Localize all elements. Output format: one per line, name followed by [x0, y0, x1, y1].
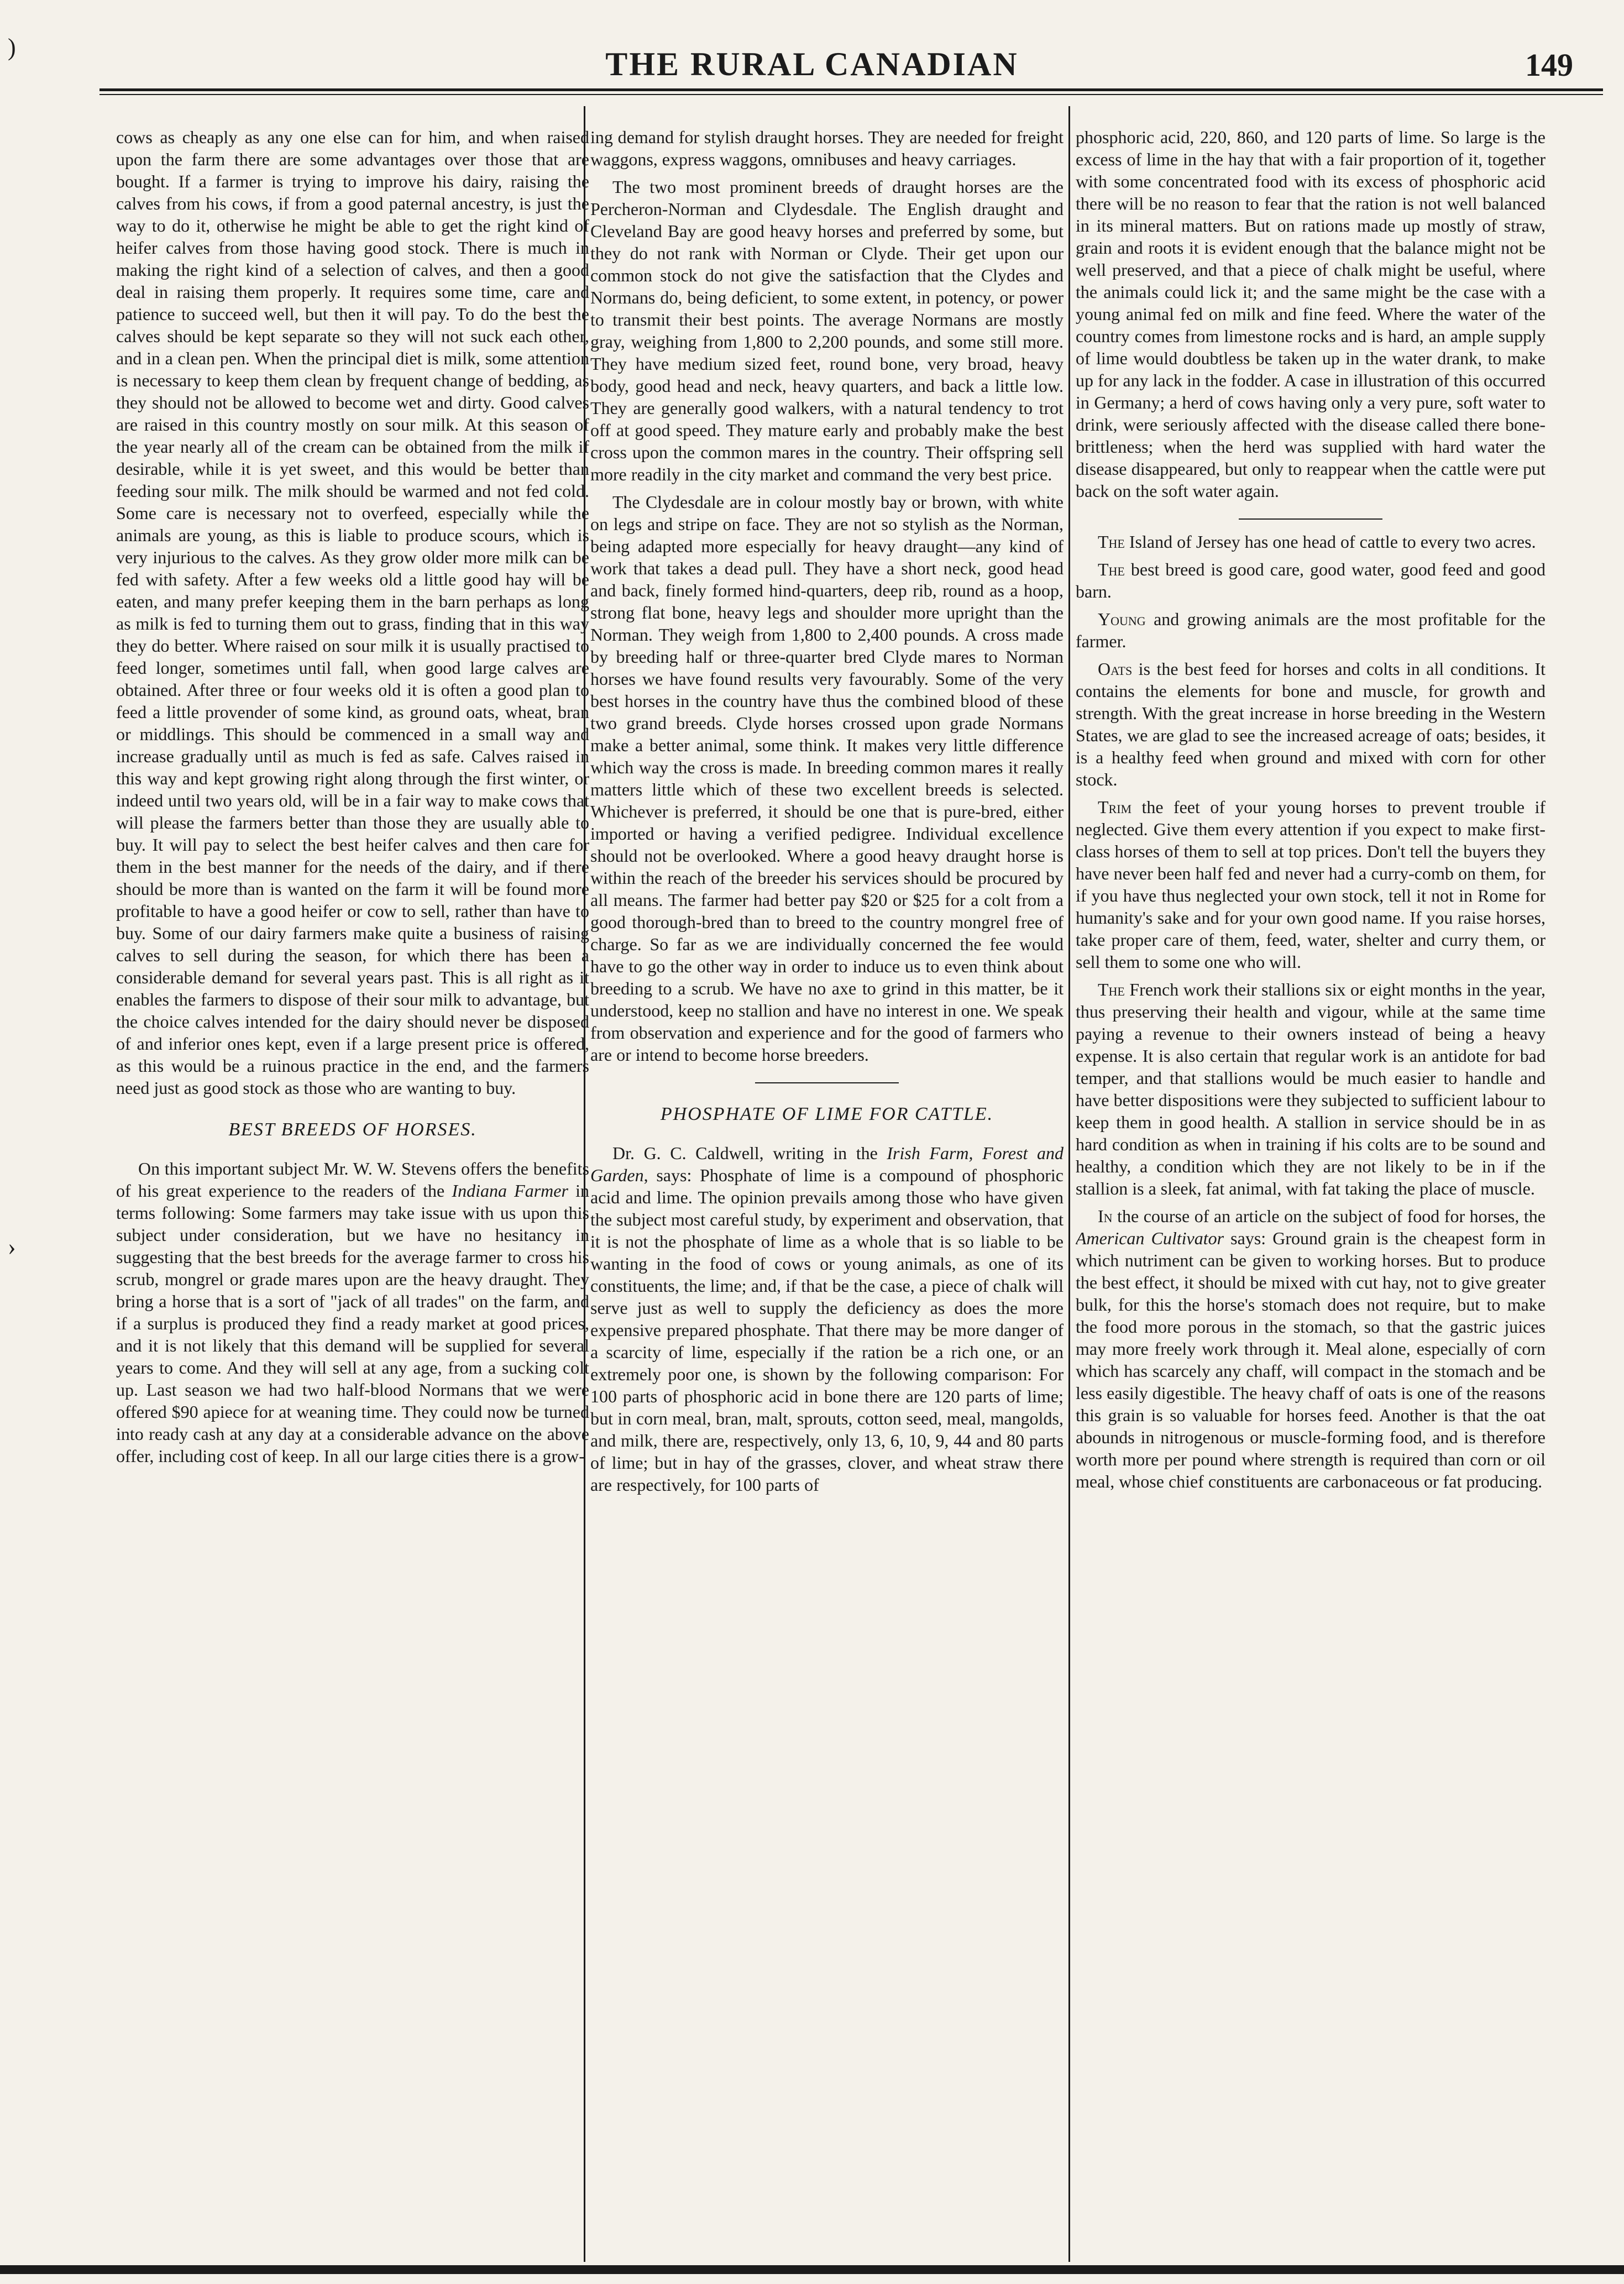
- note-paragraph: [1076, 608, 1546, 652]
- column-2: [590, 126, 1064, 2249]
- text-run: is the best feed for horses and colts in all conditions. It contains the elements for bone and muscle, for growth and strength. With the great increase in horse breeding in the Western States, we are glad to see the increased acreage of oats; besides, it is a healthy feed when ground and mixed with corn for other stock.: [1076, 659, 1546, 789]
- text-run: On this important subject Mr. W. W. Stevens offers the benefits of his great experience to the readers of the: [116, 1159, 589, 1201]
- footer-rule: [0, 2265, 1624, 2274]
- text-run: says: Ground grain is the cheapest form in which nutriment can be given to working horses. But to produce the best effect, it should be mixed with cut hay, not to give greater bulk, for this the horse's stomach does not require, but to make the food more porous in the stomach, so that the gastric juices may more freely work through it. Meal alone, especially of corn which has scarcely any chaff, will compact in the stomach and be less easily digestible. The heavy chaff of oats is one of the reasons this grain is so valuable for horses feed. Another is that the oat abounds in nitrogenous or muscle-forming food, and is therefore worth more per pound where strength is required than corn or oil meal, whose chief constituents are carbonaceous or fat producing.: [1076, 1228, 1546, 1491]
- text-run: the course of an article on the subject of food for horses, the: [1117, 1206, 1546, 1226]
- lead-word: In: [1098, 1206, 1113, 1226]
- header-rule: [99, 88, 1603, 91]
- lead-word: The: [1098, 559, 1125, 579]
- publication-name: Indiana Farmer: [452, 1181, 568, 1201]
- text-run: Island of Jersey has one head of cattle to every two acres.: [1129, 532, 1536, 552]
- column-3: [1076, 126, 1546, 2249]
- text-run: and growing animals are the most profitable for the farmer.: [1076, 609, 1546, 651]
- section-title: BEST BREEDS OF HORSES.: [228, 1119, 477, 1140]
- masthead: THE RURAL CANADIAN: [605, 46, 1019, 82]
- header-rule-thin: [99, 94, 1603, 95]
- text-run: , says: Phosphate of lime is a compound of phosphoric acid and lime. The opinion prevails among those who have given the subject most careful study, by experiment and observation, that it is not the phosphate of lime as a whole that is so liable to be wanting in the food of cows or young animals, as one of its constituents, the lime; and, if that be the case, a piece of chalk will serve just as well to supply the deficiency as does the more expensive prepared phosphate. That there may be more danger of a scarcity of lime, especially if the ration be a rich one, or an extremely poor one, is shown by the following comparison: For 100 parts of phosphoric acid in bone there are 120 parts of lime; but in corn meal, bran, malt, sprouts, cotton seed, meal, mangolds, and milk, there are, respectively, only 13, 6, 10, 9, 44 and 80 parts of lime; but in hay of the grasses, clover, and wheat straw there are respectively, for 100 parts of: [590, 1165, 1064, 1495]
- section-divider: [1239, 518, 1382, 520]
- note-paragraph: [1076, 796, 1546, 973]
- section-title: PHOSPHATE OF LIME FOR CATTLE.: [660, 1104, 994, 1124]
- publication-name: American Cultivator: [1076, 1228, 1224, 1248]
- text-run: Dr. G. C. Caldwell, writing in the: [612, 1143, 878, 1163]
- margin-mark: ): [8, 34, 16, 61]
- lead-word: Oats: [1098, 659, 1133, 679]
- article-paragraph: The two most prominent breeds of draught horses are the Percheron-Norman and Clydesdale. The English draught and Cleveland Bay are good heavy horses and preferred by some, but they do not rank with Norman or Clyde. Their get upon our common stock do not give the satisfaction that the Clydes and Normans do, being deficient, to some extent, in potency, or power to transmit their best points. The average Normans are mostly gray, weighing from 1,800 to 2,200 pounds, and some still more. They have medium sized feet, round bone, very broad, heavy body, good head and neck, heavy quarters, and back a little low. They are generally good walkers, with a natural tendency to trot off at good speed. They mature early and probably make the best cross upon the common mares in the country. Their offspring sell more readily in the city market and command the very best price.: [590, 177, 1064, 484]
- text-run: best breed is good care, good water, good feed and good barn.: [1076, 559, 1546, 601]
- text-run: in terms following: Some farmers may take issue with us upon this subject under consideration, but we have no hesitancy in suggesting that the best breeds for the average farmer to cross his scrub, mongrel or grade mares upon are the heavy draught. They bring a horse that is a sort of "jack of all trades" on the farm, and if a surplus is produced they find a ready market at good prices, and it is not likely that this demand will be supplied for several years to come. And they will sell at any age, from a sucking colt up. Last season we had two half-blood Normans that we were offered $90 apiece for at weaning time. They could now be turned into ready cash at any day at a considerable advance on the above offer, including cost of keep. In all our large cities there is a grow-: [116, 1181, 589, 1466]
- publication-name: Irish Farm, Forest and Garden: [590, 1143, 1064, 1185]
- lead-word: The: [1098, 979, 1125, 999]
- margin-mark: ›: [8, 1233, 16, 1260]
- article-paragraph: [116, 1157, 589, 1467]
- note-paragraph: [1076, 558, 1546, 603]
- lead-word: The: [1098, 532, 1125, 552]
- article-paragraph: phosphoric acid, 220, 860, and 120 parts of lime. So large is the excess of lime in the hay that with a fair proportion of it, together with some concentrated food with its excess of phosphoric acid there will be no reason to fear that the ration is not well balanced in its mineral matters. But on rations made up mostly of straw, grain and roots it is evident enough that the balance might not be well preserved, and that a piece of chalk might be useful, where the animals could lick it; and the same might be the case with a young animal fed on milk and fine feed. Where the water of the country comes from limestone rocks and is hard, an ample supply of lime would doubtless be taken up in the water drank, to make up for any lack in the fodder. A case in illustration of this occurred in Germany; a herd of cows having only a very pure, soft water to drink, were seriously affected with the disease called there bone-brittleness; when the herd was supplied with hard water the disease disappeared, but only to reappear when the cattle were put back on the soft water again.: [1076, 127, 1546, 501]
- note-paragraph: [1076, 658, 1546, 790]
- column-1: [116, 126, 589, 2249]
- page-number: 149: [1525, 47, 1573, 83]
- note-paragraph: [1076, 531, 1546, 553]
- article-paragraph: [590, 1142, 1064, 1496]
- text-run: French work their stallions six or eight months in the year, thus preserving their health and vigour, while at the same time paying a revenue to their owners instead of being a heavy expense. It is also certain that regular work is an antidote for bad temper, and that stallions would be much easier to handle and have better dispositions were they subjected to sufficient labour to keep them in good health. A stallion in service should be in as hard condition as when in training if his colts are to be sound and healthy, a condition which they are not likely to be in if the stallion is a sleek, fat animal, with fat taking the place of muscle.: [1076, 979, 1546, 1198]
- section-divider: [755, 1082, 899, 1083]
- lead-word: Trim: [1098, 797, 1132, 817]
- column-divider: [1068, 106, 1070, 2262]
- article-paragraph: ing demand for stylish draught horses. They are needed for freight waggons, express waggons, omnibuses and heavy carriages.: [590, 127, 1064, 169]
- note-paragraph: [1076, 978, 1546, 1199]
- text-run: the feet of your young horses to prevent trouble if neglected. Give them every attention if you expect to make first-class horses of them to sell at top prices. Don't tell the buyers they have never been half fed and never had a curry-comb on them, for if you have thus neglected your own stock, tell it not in Rome for humanity's sake and for your own good name. If you raise horses, take proper care of them, feed, water, shelter and curry them, or sell them to some one who will.: [1076, 797, 1546, 972]
- article-paragraph: cows as cheaply as any one else can for him, and when raised upon the farm there are some advantages over those that are bought. If a farmer is trying to improve his dairy, raising the calves from his cows, if from a good paternal ancestry, is just the way to do it, otherwise he might be able to get the right kind of heifer calves from those having good stock. There is much in making the right kind of a selection of calves, and then a good deal in raising them properly. It requires some time, care and patience to succeed well, but then it will pay. To do the best the calves should be kept separate so they will not suck each other, and in a clean pen. When the principal diet is milk, some attention is necessary to keep them clean by frequent change of bedding, as they should not be allowed to become wet and dirty. Good calves are raised in this country mostly on sour milk. At this season of the year nearly all of the cream can be obtained from the milk if desirable, while it is yet sweet, and this would be better than feeding sour milk. The milk should be warmed and not fed cold. Some care is necessary not to overfeed, especially while the animals are young, as this is liable to produce scours, which is very injurious to the calves. As they grow older more milk can be fed with safety. After a few weeks old a little good hay will be eaten, and many prefer keeping them in the barn perhaps as long as milk is fed to turning them out to grass, finding that in this way they do better. Where raised on sour milk it is usually practised to feed longer, sometimes until fall, when good large calves are obtained. After three or four weeks old it is often a good plan to feed a little provender of some kind, as ground oats, wheat, bran or middlings. This should be commenced in a small way and increase gradually until as much is fed as safe. Calves raised in this way and kept growing right along through the first winter, or indeed until two years old, will be in a fair way to make cows that will please the farmers better than those they are usually able to buy. It will pay to select the best heifer calves and then care for them in the best manner for the needs of the dairy, and if there should be more than is wanted on the farm it will be found more profitable to have a good heifer or cow to sell, rather than have to buy. Some of our dairy farmers make quite a business of raising calves to sell during the season, for which there has been a considerable demand for several years past. This is all right as it enables the farmers to dispose of their sour milk to advantage, but the choice calves intended for the dairy should never be disposed of and inferior ones kept, even if a large present price is offered, as this would be a ruinous practice in the end, and the farmers need just as good stock as those who are wanting to buy.: [116, 127, 589, 1098]
- article-paragraph: The Clydesdale are in colour mostly bay or brown, with white on legs and stripe on face. They are not so stylish as the Norman, being adapted more especially for heavy draught—any kind of work that takes a dead pull. They have a short neck, good head and back, finely formed hind-quarters, deep rib, round as a hoop, strong flat bone, heavy legs and shoulder more upright than the Norman. They weigh from 1,800 to 2,400 pounds. A cross made by breeding half or three-quarter bred Clyde mares to Norman horses we have found results very favourably. Some of the very best horses in the country have thus the combined blood of these two grand breeds. Clyde horses crossed upon grade Normans make a better animal, some think. It makes very little difference which way the cross is made. In breeding common mares it really matters little which of these two excellent breeds is selected. Whichever is preferred, it should be one that is pure-bred, either imported or having a verified pedigree. Individual excellence should not be overlooked. Where a good heavy draught horse is within the reach of the breeder his services should be procured by all means. The farmer had better pay $20 or $25 for a colt from a good thorough-bred than to breed to the country mongrel free of charge. So far as we are individually concerned the fee would have to go the other way in order to induce us to even think about breeding to a scrub. We have no axe to grind in this matter, be it understood, keep no stallion and have no interest in one. We speak from observation and experience and for the good of farmers who are or intend to become horse breeders.: [590, 492, 1064, 1065]
- lead-word: Young: [1098, 609, 1146, 629]
- note-paragraph: [1076, 1205, 1546, 1492]
- page-header: [0, 0, 1624, 99]
